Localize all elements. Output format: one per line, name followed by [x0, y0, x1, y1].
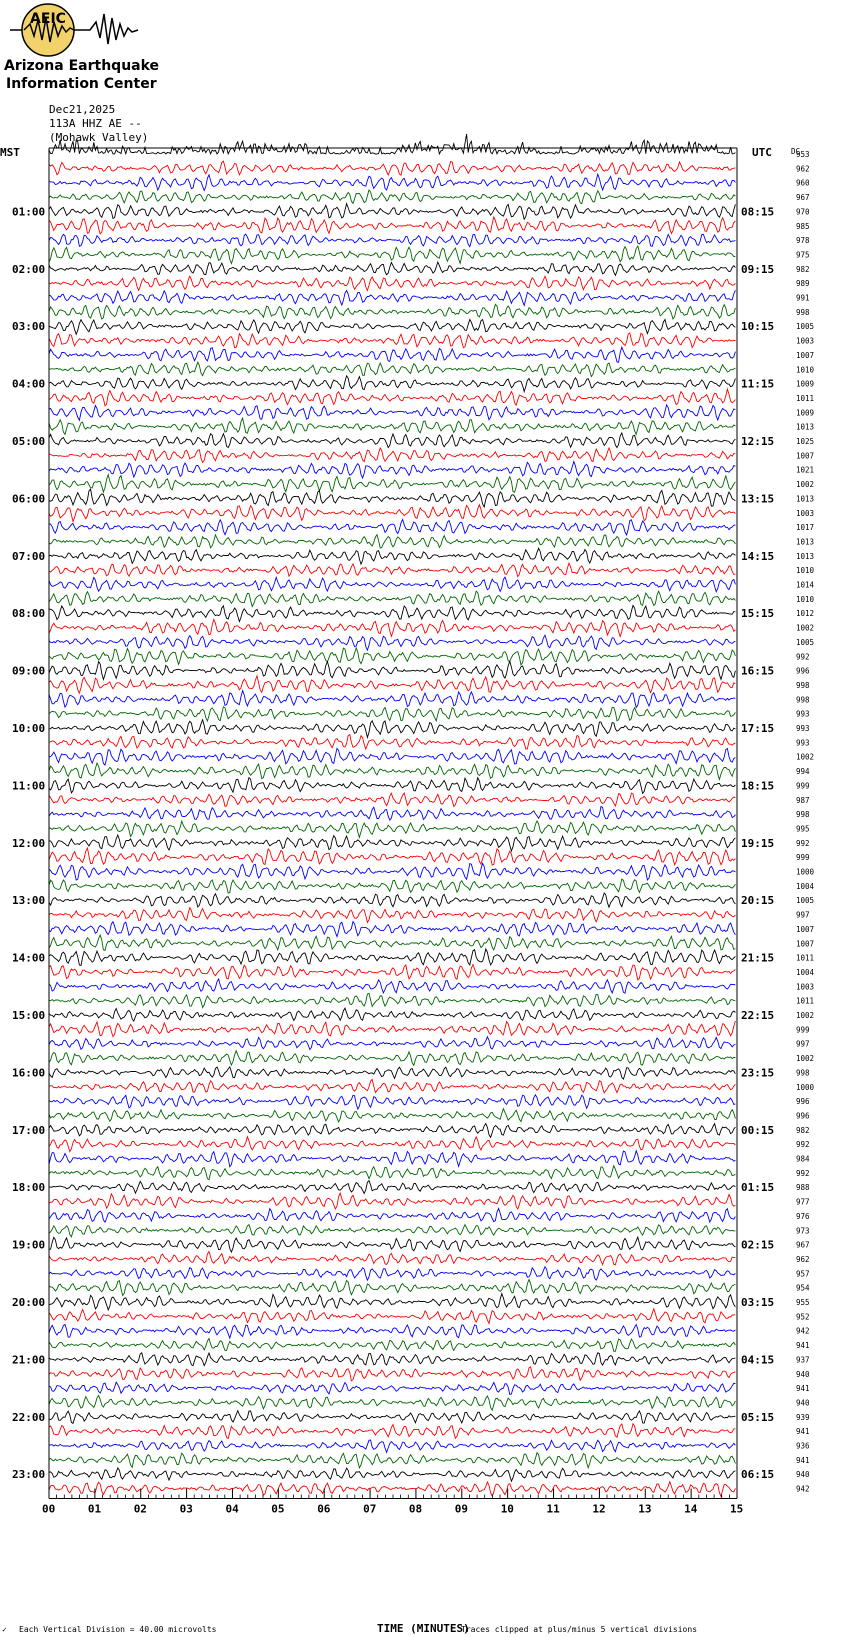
- trace-line: [49, 362, 735, 376]
- x-tick-label: 04: [225, 1502, 239, 1516]
- dc-offset-label: 995: [796, 824, 810, 834]
- trace-line: [49, 333, 735, 348]
- trace-line: [49, 347, 735, 362]
- trace-line: [49, 893, 735, 907]
- station-location: (Mohawk Valley): [49, 131, 149, 144]
- right-hour-label: 12:15: [741, 435, 775, 448]
- trace-line: [49, 835, 735, 851]
- right-hour-label: 17:15: [741, 722, 775, 735]
- trace-line: [49, 848, 735, 865]
- right-hour-label: 04:15: [741, 1353, 775, 1367]
- dc-offset-label: 999: [796, 781, 810, 791]
- trace-line: [49, 376, 735, 392]
- clip-note: Traces clipped at plus/minus 5 vertical divisions: [461, 1625, 698, 1634]
- dc-offset-label: 962: [796, 164, 810, 174]
- station-code: 113A HHZ AE --: [49, 117, 142, 130]
- dc-offset-label: 998: [796, 307, 810, 317]
- trace-line: [49, 720, 735, 738]
- trace-line: [49, 389, 735, 406]
- dc-offset-label: 1005: [796, 896, 815, 906]
- trace-line: [49, 1468, 735, 1481]
- trace-line: [49, 676, 735, 693]
- trace-line: [49, 935, 735, 950]
- trace-line: [49, 778, 735, 794]
- trace-line: [49, 161, 735, 175]
- dc-offset-label: 985: [796, 221, 810, 231]
- right-hour-label: 10:15: [741, 320, 775, 334]
- dc-offset-label: 1010: [796, 566, 815, 576]
- left-hour-label: 07:00: [12, 549, 46, 563]
- x-tick-label: 00: [42, 1502, 56, 1516]
- dc-offset-label: 978: [796, 236, 810, 246]
- trace-line: [49, 1181, 735, 1194]
- dc-offset-label: 1012: [796, 609, 815, 619]
- dc-offset-label: 988: [796, 1183, 810, 1193]
- dc-offset-label: 1011: [796, 953, 815, 963]
- trace-line: [49, 548, 735, 564]
- dc-offset-label: 1013: [796, 494, 815, 504]
- left-hour-label: 11:00: [12, 779, 46, 793]
- dc-offset-label: 1010: [796, 365, 815, 375]
- trace-line: [49, 304, 735, 319]
- trace-line: [49, 217, 735, 234]
- dc-offset-label: 993: [796, 738, 810, 748]
- right-hour-label: 19:15: [741, 836, 775, 850]
- dc-offset-label: 1017: [796, 523, 815, 533]
- dc-offset-label: 999: [796, 1025, 810, 1035]
- trace-line: [49, 405, 735, 421]
- right-hour-label: 00:15: [741, 1123, 775, 1137]
- dc-offset-label: 998: [796, 680, 810, 690]
- dc-offset-label: 994: [796, 767, 810, 776]
- trace-line: [49, 1395, 735, 1410]
- left-hour-label: 12:00: [12, 836, 46, 850]
- dc-offset-label: 957: [796, 1269, 810, 1279]
- right-timezone-label: UTC: [752, 146, 772, 159]
- dc-offset-label: 1003: [796, 982, 815, 992]
- trace-line: [49, 619, 735, 636]
- right-hour-label: 06:15: [741, 1468, 775, 1482]
- left-hour-label: 21:00: [12, 1353, 46, 1367]
- left-timezone-label: MST: [0, 146, 20, 159]
- trace-line: [49, 1151, 735, 1167]
- dc-offset-label: 1013: [796, 551, 815, 561]
- trace-line: [49, 290, 735, 305]
- dc-offset-label: 941: [796, 1341, 810, 1350]
- trace-line: [49, 748, 735, 765]
- dc-offset-label: 992: [796, 652, 810, 662]
- trace-line: [49, 949, 735, 965]
- trace-line: [49, 246, 735, 264]
- left-hour-label: 04:00: [12, 377, 46, 391]
- left-hour-label: 19:00: [12, 1238, 46, 1252]
- dc-offset-label: 1009: [796, 408, 815, 418]
- trace-line: [49, 1453, 735, 1468]
- right-hour-label: 20:15: [741, 894, 775, 908]
- dc-offset-label: 1002: [796, 1054, 815, 1063]
- trace-line: [49, 1411, 735, 1424]
- dc-offset-label: 997: [796, 910, 810, 920]
- trace-line: [49, 1067, 735, 1079]
- dc-offset-label: 996: [796, 1097, 810, 1107]
- right-hour-label: 22:15: [741, 1009, 775, 1022]
- dc-offset-label: 941: [796, 1384, 810, 1394]
- trace-line: [49, 1280, 735, 1296]
- dc-offset-label: 998: [796, 695, 810, 705]
- trace-line: [49, 1137, 735, 1152]
- left-hour-label: 02:00: [12, 262, 46, 276]
- dc-offset-label: 967: [796, 193, 810, 203]
- x-tick-label: 11: [546, 1502, 560, 1516]
- trace-line: [49, 1051, 735, 1066]
- x-tick-label: 02: [133, 1502, 147, 1516]
- trace-line: [49, 965, 735, 980]
- dc-offset-label: 992: [796, 1140, 810, 1150]
- dc-offset-label: 1002: [796, 752, 815, 762]
- trace-line: [49, 735, 735, 749]
- right-hour-label: 02:15: [741, 1238, 775, 1252]
- left-hour-label: 03:00: [12, 320, 46, 334]
- dc-offset-label: 996: [796, 666, 810, 676]
- trace-line: [49, 821, 735, 837]
- dc-offset-label: 997: [796, 1039, 810, 1049]
- x-tick-label: 05: [271, 1502, 285, 1516]
- left-hour-label: 01:00: [12, 205, 46, 219]
- dc-offset-label: 1003: [796, 336, 815, 346]
- trace-line: [49, 1382, 735, 1394]
- right-hour-label: 05:15: [741, 1410, 775, 1424]
- trace-group: [49, 134, 735, 1497]
- dc-offset-label: 960: [796, 178, 810, 188]
- left-hour-label: 17:00: [12, 1123, 46, 1137]
- trace-line: [49, 1193, 735, 1209]
- trace-line: [49, 276, 735, 290]
- trace-line: [49, 635, 735, 650]
- trace-line: [49, 1294, 735, 1310]
- trace-line: [49, 462, 735, 479]
- trace-line: [49, 262, 735, 275]
- trace-line: [49, 922, 735, 937]
- trace-line: [49, 1166, 735, 1180]
- dc-offset-label: 1002: [796, 623, 815, 633]
- trace-line: [49, 1338, 735, 1351]
- dc-offset-label: 1021: [796, 465, 815, 475]
- left-hour-label: 10:00: [12, 722, 46, 735]
- trace-line: [49, 1353, 735, 1366]
- dc-offset-label: 967: [796, 1240, 810, 1250]
- trace-line: [49, 1225, 735, 1237]
- trace-line: [49, 908, 735, 923]
- right-hour-label: 14:15: [741, 549, 775, 563]
- dc-offset-label: 1002: [796, 1011, 815, 1020]
- dc-offset-label: 940: [796, 1398, 810, 1408]
- x-tick-label: 08: [408, 1502, 423, 1516]
- dc-offset-label: 1000: [796, 1082, 815, 1092]
- dc-offset-label: 1009: [796, 379, 815, 389]
- right-hour-label: 08:15: [741, 205, 775, 219]
- trace-line: [49, 505, 735, 522]
- left-hour-label: 09:00: [12, 664, 46, 678]
- trace-line: [49, 591, 735, 606]
- right-hour-label: 16:15: [741, 664, 775, 678]
- trace-line: [49, 475, 735, 493]
- dc-offset-label: 1007: [796, 451, 815, 461]
- dc-offset-label: 962: [796, 1255, 810, 1264]
- dc-offset-label: 941: [796, 1427, 810, 1437]
- left-hour-label: 15:00: [12, 1009, 46, 1022]
- dc-offset-label: 1007: [796, 924, 815, 934]
- trace-line: [49, 1208, 735, 1222]
- dc-offset-label: 975: [796, 250, 810, 260]
- trace-line: [49, 1008, 735, 1021]
- trace-line: [49, 489, 735, 507]
- dc-offset-label: 993: [796, 724, 810, 733]
- dc-header-label: DC: [791, 147, 801, 156]
- trace-line: [49, 1424, 735, 1439]
- trace-line: [49, 1037, 735, 1050]
- dc-offset-label: 1025: [796, 437, 815, 446]
- dc-offset-label: 940: [796, 1369, 810, 1379]
- trace-line: [49, 418, 735, 434]
- trace-line: [49, 519, 735, 535]
- trace-line: [49, 1021, 735, 1037]
- trace-line: [49, 863, 735, 880]
- org-name-line1: Arizona Earthquake: [4, 58, 160, 74]
- dc-offset-label: 939: [796, 1412, 810, 1422]
- right-hour-label: 23:15: [741, 1066, 775, 1080]
- left-hour-label: 22:00: [12, 1410, 46, 1424]
- dc-offset-label: 942: [796, 1484, 810, 1494]
- right-hour-label: 11:15: [741, 377, 775, 391]
- x-tick-label: 14: [684, 1502, 698, 1516]
- dc-offset-label: 936: [796, 1441, 810, 1451]
- left-hour-label: 05:00: [12, 435, 46, 448]
- trace-line: [49, 190, 735, 204]
- dc-offset-label: 982: [796, 264, 810, 274]
- left-hour-label: 16:00: [12, 1066, 46, 1080]
- trace-line: [49, 1079, 735, 1093]
- dc-offset-label: 976: [796, 1211, 810, 1221]
- dc-offset-label: 998: [796, 810, 810, 820]
- trace-line: [49, 1482, 735, 1497]
- dc-offset-label: 996: [796, 1111, 810, 1121]
- trace-line: [49, 648, 735, 665]
- x-tick-label: 10: [500, 1502, 514, 1516]
- scale-icon: ✓: [2, 1625, 7, 1634]
- trace-line: [49, 204, 735, 220]
- trace-line: [49, 807, 735, 821]
- right-hour-label: 15:15: [741, 607, 775, 621]
- trace-line: [49, 1109, 735, 1122]
- dc-offset-label: 1013: [796, 537, 815, 547]
- right-hour-label: 13:15: [741, 492, 775, 506]
- left-hour-label: 13:00: [12, 894, 46, 908]
- x-tick-label: 07: [363, 1502, 377, 1516]
- dc-offset-label: 1007: [796, 939, 815, 949]
- org-name-line2: Information Center: [6, 76, 157, 92]
- x-tick-label: 15: [730, 1502, 744, 1516]
- dc-offset-label: 1014: [796, 580, 815, 590]
- x-tick-label: 03: [179, 1502, 193, 1516]
- dc-offset-label: 1002: [796, 480, 815, 490]
- dc-offset-label: 982: [796, 1125, 810, 1135]
- right-hour-label: 03:15: [741, 1296, 775, 1309]
- right-hour-label: 21:15: [741, 951, 775, 965]
- left-hour-label: 08:00: [12, 607, 46, 621]
- trace-line: [49, 319, 735, 334]
- left-hour-label: 06:00: [12, 492, 46, 506]
- dc-offset-label: 1000: [796, 867, 815, 877]
- trace-line: [49, 1124, 735, 1138]
- vertical-scale-note: Each Vertical Division = 40.00 microvolts: [19, 1625, 217, 1634]
- logo-abbrev: AEIC: [30, 11, 66, 27]
- trace-line: [49, 661, 735, 679]
- dc-offset-label: 1005: [796, 322, 815, 332]
- dc-offset-label: 992: [796, 1168, 810, 1178]
- dc-offset-label: 940: [796, 1470, 810, 1480]
- x-tick-label: 12: [592, 1502, 606, 1516]
- trace-line: [49, 879, 735, 893]
- trace-line: [49, 606, 735, 622]
- dc-offset-label: 987: [796, 795, 810, 805]
- right-hour-label: 18:15: [741, 779, 775, 793]
- dc-offset-label: 1011: [796, 996, 815, 1006]
- trace-line: [49, 1267, 735, 1280]
- trace-line: [49, 793, 735, 807]
- trace-line: [49, 1095, 735, 1109]
- dc-offset-label: 1007: [796, 350, 815, 360]
- trace-line: [49, 174, 735, 190]
- dc-offset-label: 954: [796, 1283, 810, 1293]
- trace-line: [49, 1325, 735, 1339]
- dc-offset-label: 942: [796, 1326, 810, 1336]
- dc-offset-label: 977: [796, 1197, 810, 1207]
- trace-line: [49, 134, 735, 154]
- trace-line: [49, 433, 735, 448]
- trace-line: [49, 993, 735, 1007]
- trace-line: [49, 535, 735, 548]
- trace-line: [49, 563, 735, 577]
- dc-offset-label: 993: [796, 709, 810, 719]
- dc-offset-label: 953: [796, 150, 810, 159]
- x-axis-title: TIME (MINUTES): [377, 1622, 470, 1635]
- dc-offset-label: 991: [796, 293, 810, 303]
- dc-offset-label: 992: [796, 838, 810, 848]
- dc-offset-label: 1010: [796, 594, 815, 604]
- dc-offset-label: 970: [796, 207, 810, 217]
- x-tick-label: 01: [87, 1502, 102, 1516]
- dc-offset-label: 984: [796, 1154, 810, 1164]
- trace-line: [49, 234, 735, 247]
- left-hour-label: 14:00: [12, 951, 46, 965]
- dc-offset-label: 989: [796, 279, 810, 289]
- trace-line: [49, 1367, 735, 1381]
- dc-offset-label: 1013: [796, 422, 815, 432]
- dc-offset-label: 1004: [796, 967, 815, 977]
- trace-line: [49, 979, 735, 993]
- right-hour-label: 01:15: [741, 1181, 775, 1195]
- dc-offset-label: 941: [796, 1455, 810, 1465]
- x-tick-label: 06: [317, 1502, 331, 1516]
- x-tick-label: 09: [454, 1502, 469, 1516]
- trace-line: [49, 707, 735, 721]
- dc-offset-label: 999: [796, 853, 810, 863]
- dc-offset-label: 973: [796, 1226, 810, 1236]
- trace-line: [49, 448, 735, 462]
- right-hour-label: 09:15: [741, 262, 775, 276]
- trace-line: [49, 1440, 735, 1452]
- trace-line: [49, 1309, 735, 1324]
- trace-line: [49, 1237, 735, 1252]
- dc-offset-label: 1004: [796, 881, 815, 891]
- trace-line: [49, 1252, 735, 1265]
- dc-offset-label: 998: [796, 1068, 810, 1078]
- x-tick-label: 13: [638, 1502, 652, 1516]
- chart-date: Dec21,2025: [49, 103, 116, 116]
- dc-offset-label: 952: [796, 1312, 810, 1322]
- left-hour-label: 23:00: [12, 1468, 46, 1482]
- dc-offset-label: 937: [796, 1355, 810, 1365]
- left-hour-label: 20:00: [12, 1296, 46, 1309]
- left-hour-label: 18:00: [12, 1181, 46, 1195]
- dc-offset-label: 1005: [796, 637, 815, 647]
- dc-offset-label: 1003: [796, 508, 815, 518]
- trace-line: [49, 691, 735, 708]
- dc-offset-label: 955: [796, 1298, 810, 1307]
- trace-line: [49, 577, 735, 592]
- dc-offset-label: 1011: [796, 393, 815, 403]
- trace-line: [49, 763, 735, 779]
